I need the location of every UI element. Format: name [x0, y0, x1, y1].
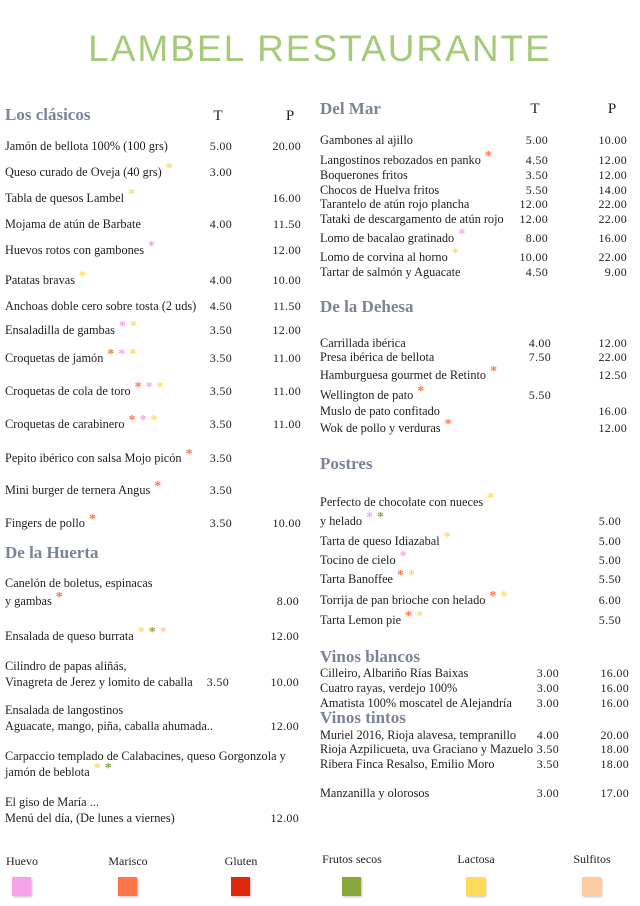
price-tapa: 4.00: [536, 728, 559, 742]
allergen-asterisk-icon-marisco: *: [397, 568, 404, 583]
price-plato: 12.00: [598, 168, 627, 182]
menu-item-line: [5, 512, 96, 532]
menu-item-name: Cuatro rayas, verdejo 100%: [320, 681, 458, 695]
menu-item-name: Vinagreta de Jerez y lomito de caballa: [5, 675, 193, 689]
allergen-asterisk-icon-lactosa: *: [137, 625, 145, 640]
menu-item-name: Anchoas doble cero sobre tosta (2 uds): [5, 299, 197, 313]
menu-item-name: Boquerones fritos: [320, 168, 408, 182]
section-title-blancos: Vinos blancos: [320, 647, 420, 666]
menu-item-line: [5, 748, 286, 764]
menu-item-line: [320, 756, 495, 772]
price-plato: 12.00: [270, 629, 299, 643]
legend-swatch-frutos: [342, 877, 361, 896]
allergen-asterisk-icon-lactosa: *: [150, 413, 158, 428]
menu-item-line: [320, 227, 466, 247]
menu-item-line: [5, 479, 162, 499]
price-tapa: 7.50: [528, 350, 551, 364]
menu-item-line: [5, 319, 137, 339]
price-tapa: 3.50: [209, 323, 232, 337]
menu-item-name: Patatas bravas: [5, 273, 75, 287]
menu-item-line: [5, 269, 86, 289]
price-plato: 22.00: [598, 250, 627, 264]
legend-swatch-marisco: [118, 877, 137, 896]
allergen-asterisk-icon-marisco: *: [484, 149, 492, 164]
price-plato: 18.00: [600, 757, 629, 771]
legend-swatch-sulfitos: [582, 877, 601, 896]
price-plato: 12.00: [598, 336, 627, 350]
price-plato: 16.00: [272, 191, 301, 205]
menu-item-name: jamón de beblota: [5, 765, 90, 779]
menu-item-line: [320, 264, 461, 280]
menu-item-name: Wok de pollo y verduras: [320, 421, 441, 435]
menu-item-name: Pepito ibérico con salsa Mojo picón: [5, 451, 182, 465]
price-plato: 16.00: [598, 231, 627, 245]
price-plato: 6.00: [598, 593, 621, 607]
allergen-asterisk-icon-marisco: *: [185, 447, 193, 462]
price-tapa: 4.50: [525, 265, 548, 279]
menu-item-name: Langostinos rebozados en panko: [320, 153, 481, 167]
allergen-asterisk-icon-marisco: *: [490, 364, 498, 379]
menu-item-name: Croquetas de jamón: [5, 351, 104, 365]
menu-item-line: [5, 658, 127, 674]
menu-item-name: Lomo de corvina al horno: [320, 250, 448, 264]
legend-label-frutos: Frutos secos: [322, 852, 382, 866]
menu-item-name: Tarta Lemon pie: [320, 613, 402, 627]
menu-item-line: [5, 590, 63, 610]
menu-item-line: [5, 187, 135, 207]
menu-item-name: Torrija de pan brioche con helado: [320, 593, 486, 607]
allergen-asterisk-icon-huevo: *: [118, 347, 126, 362]
column-header-tapa: T: [530, 101, 540, 117]
menu-item-line: [5, 216, 141, 232]
price-plato: 10.00: [272, 273, 301, 287]
menu-item-name: y gambas: [5, 594, 52, 608]
allergen-asterisk-icon-marisco: *: [107, 347, 115, 362]
menu-item-name: y helado: [320, 514, 363, 528]
allergen-asterisk-icon-huevo: *: [139, 413, 147, 428]
menu-item-name: Mojama de atún de Barbate: [5, 217, 141, 231]
price-plato: 5.50: [598, 613, 621, 627]
menu-item-line: [5, 761, 112, 781]
price-plato: 5.00: [598, 553, 621, 567]
menu-item-name: Canelón de boletus, espinacas: [5, 576, 153, 590]
price-tapa: 3.50: [525, 168, 548, 182]
price-plato: 11.50: [272, 217, 301, 231]
menu-item-line: [320, 510, 385, 530]
menu-item-name: Chocos de Huelva fritos: [320, 183, 440, 197]
menu-item-line: [320, 384, 425, 404]
menu-item-line: [5, 625, 167, 645]
menu-item-name: Ensaladilla de gambas: [5, 323, 115, 337]
price-tapa: 3.00: [536, 666, 559, 680]
menu-item-line: [320, 364, 498, 384]
legend-label-gluten: Gluten: [224, 854, 258, 868]
column-header-plato: P: [607, 101, 617, 117]
menu-item-name: Amatista 100% moscatel de Alejandría: [320, 696, 512, 710]
allergen-asterisk-icon-marisco: *: [55, 590, 63, 605]
price-tapa: 3.50: [209, 483, 232, 497]
allergen-asterisk-icon-marisco: *: [88, 512, 96, 527]
price-tapa: 4.00: [209, 273, 232, 287]
menu-item-line: [320, 530, 451, 550]
allergen-asterisk-icon-marisco: *: [128, 413, 136, 428]
menu-item-name: Tocino de cielo: [320, 553, 396, 567]
price-plato: 16.00: [598, 404, 627, 418]
menu-item-name: Tataki de descargamento de atún rojo: [320, 212, 504, 226]
price-plato: 12.00: [598, 153, 627, 167]
price-tapa: 5.50: [525, 183, 548, 197]
price-plato: 12.00: [270, 811, 299, 825]
price-plato: 12.50: [598, 368, 627, 382]
price-tapa: 3.50: [209, 516, 232, 530]
menu-item-name: Ensalada de queso burrata: [5, 629, 134, 643]
allergen-asterisk-icon-lactosa: *: [129, 347, 137, 362]
legend-label-marisco: Marisco: [108, 854, 148, 868]
menu-item-line: [5, 380, 164, 400]
menu-item-name: Huevos rotos con gambones: [5, 243, 145, 257]
menu-item-name: Ensalada de langostinos: [5, 703, 124, 717]
allergen-asterisk-icon-sulfitos: *: [159, 625, 167, 640]
menu-item-line: [320, 609, 424, 629]
menu-item-line: [320, 568, 415, 588]
allergen-asterisk-icon-marisco: *: [444, 417, 452, 432]
allergen-asterisk-icon-huevo: *: [148, 239, 156, 254]
menu-item-line: [5, 575, 153, 591]
price-tapa: 3.50: [209, 451, 232, 465]
legend-swatch-gluten: [231, 877, 250, 896]
price-tapa: 4.50: [525, 153, 548, 167]
menu-item-name: Cilleiro, Albariño Rías Baixas: [320, 666, 469, 680]
menu-item-line: [5, 413, 158, 433]
price-plato: 16.00: [600, 666, 629, 680]
menu-item-line: [320, 403, 440, 419]
price-tapa: 3.50: [206, 675, 229, 689]
price-plato: 10.00: [270, 675, 299, 689]
menu-item-name: Presa ibérica de bellota: [320, 350, 435, 364]
allergen-asterisk-icon-marisco: *: [134, 380, 142, 395]
menu-item-name: Menú del día, (De lunes a viernes): [5, 811, 175, 825]
price-plato: 9.00: [604, 265, 627, 279]
price-plato: 18.00: [600, 742, 629, 756]
menu-item-line: [320, 196, 469, 212]
menu-item-line: [320, 349, 434, 365]
price-plato: 8.00: [276, 594, 299, 608]
menu-item-line: [5, 161, 173, 181]
price-tapa: 12.00: [519, 197, 548, 211]
menu-item-line: [5, 718, 213, 734]
menu-item-line: [320, 167, 408, 183]
menu-item-name: Fingers de pollo: [5, 516, 85, 530]
price-plato: 20.00: [272, 139, 301, 153]
allergen-asterisk-icon-marisco: *: [154, 479, 162, 494]
allergen-asterisk-icon-marisco: *: [417, 384, 425, 399]
menu-item-name: Croquetas de carabinero: [5, 417, 125, 431]
menu-item-name: Tartar de salmón y Aguacate: [320, 265, 461, 279]
menu-item-line: [5, 794, 99, 810]
price-tapa: 3.00: [536, 786, 559, 800]
allergen-asterisk-icon-lactosa: *: [165, 161, 173, 176]
price-tapa: 3.50: [536, 742, 559, 756]
menu-item-line: [320, 417, 452, 437]
menu-item-name: Aguacate, mango, piña, caballa ahumada..: [5, 719, 213, 733]
price-plato: 16.00: [600, 681, 629, 695]
allergen-asterisk-icon-lactosa: *: [93, 761, 101, 776]
price-tapa: 3.00: [536, 681, 559, 695]
allergen-asterisk-icon-huevo: *: [366, 510, 374, 525]
menu-item-line: [320, 665, 468, 681]
legend-swatch-lactosa: [466, 877, 485, 896]
menu-item-line: [5, 447, 193, 467]
price-tapa: 3.50: [209, 417, 232, 431]
menu-item-line: [320, 785, 429, 801]
price-tapa: 3.50: [536, 757, 559, 771]
menu-item-line: [5, 810, 175, 826]
menu-item-line: [5, 702, 123, 718]
price-tapa: 4.00: [209, 217, 232, 231]
column-header-plato: P: [285, 108, 295, 124]
menu-item-line: [320, 211, 504, 227]
price-plato: 11.00: [272, 351, 301, 365]
section-title-mar: Del Mar: [320, 99, 381, 118]
menu-item-name: Tarta Banoffee: [320, 572, 393, 586]
menu-item-name: Jamón de bellota 100% (100 grs): [5, 139, 168, 153]
allergen-asterisk-icon-marisco: *: [489, 589, 497, 604]
price-plato: 16.00: [600, 696, 629, 710]
price-plato: 12.00: [270, 719, 299, 733]
restaurant-title: LAMBEL RESTAURANTE: [88, 28, 552, 69]
price-tapa: 5.50: [528, 388, 551, 402]
price-plato: 22.00: [598, 350, 627, 364]
menu-item-name: Ribera Finca Resalso, Emilio Moro: [320, 757, 495, 771]
legend-label-sulfitos: Sulfitos: [573, 852, 611, 866]
price-plato: 10.00: [598, 133, 627, 147]
menu-item-name: Carrillada ibérica: [320, 336, 406, 350]
section-title-huerta: De la Huerta: [5, 543, 99, 562]
price-plato: 14.00: [598, 183, 627, 197]
menu-item-name: Manzanilla y olorosos: [320, 786, 430, 800]
menu-item-name: Tabla de quesos Lambel: [5, 191, 124, 205]
price-plato: 17.00: [600, 786, 629, 800]
price-plato: 12.00: [598, 421, 627, 435]
section-title-clasicos: Los clásicos: [5, 105, 91, 124]
price-tapa: 4.50: [209, 299, 232, 313]
allergen-asterisk-icon-lactosa: *: [129, 319, 137, 334]
legend-label-lactosa: Lactosa: [457, 852, 495, 866]
price-plato: 11.00: [272, 384, 301, 398]
price-tapa: 4.00: [528, 336, 551, 350]
allergen-asterisk-icon-huevo: *: [458, 227, 466, 242]
price-plato: 20.00: [600, 728, 629, 742]
menu-item-name: Carpaccio templado de Calabacines, queso Gorgonzola y: [5, 749, 286, 763]
allergen-asterisk-icon-lactosa: *: [443, 530, 451, 545]
legend-swatch-huevo: [12, 877, 31, 896]
menu-item-line: [320, 589, 508, 609]
menu-item-line: [320, 549, 407, 569]
allergen-asterisk-icon-lactosa: *: [79, 269, 86, 284]
price-plato: 5.00: [598, 514, 621, 528]
menu-item-name: Hamburguesa gourmet de Retinto: [320, 368, 487, 382]
price-plato: 22.00: [598, 212, 627, 226]
menu-item-line: [320, 132, 413, 148]
menu-item-name: Rioja Azpilicueta, uva Graciano y Mazuelo: [320, 742, 534, 756]
allergen-asterisk-icon-lactosa: *: [500, 589, 508, 604]
menu-item-line: [5, 674, 193, 690]
menu-item-line: [320, 680, 457, 696]
menu-item-line: [5, 347, 137, 367]
price-plato: 11.00: [272, 417, 301, 431]
menu-item-line: [5, 138, 168, 154]
price-tapa: 3.00: [536, 696, 559, 710]
menu-item-line: [320, 491, 495, 511]
allergen-asterisk-icon-frutos: *: [104, 761, 112, 776]
menu-item-name: Gambones al ajillo: [320, 133, 413, 147]
allergen-asterisk-icon-marisco: *: [405, 609, 413, 624]
menu-item-name: Tarantelo de atún rojo plancha: [320, 197, 470, 211]
section-title-tintos: Vinos tintos: [320, 708, 406, 727]
menu-item-name: Wellington de pato: [320, 388, 414, 402]
section-title-postres: Postres: [320, 454, 373, 473]
menu-item-name: Queso curado de Oveja (40 grs): [5, 165, 162, 179]
price-tapa: 8.00: [525, 231, 548, 245]
menu-item-name: Tarta de queso Idiazabal: [320, 534, 440, 548]
price-tapa: 10.00: [519, 250, 548, 264]
allergen-asterisk-icon-lactosa: *: [416, 609, 424, 624]
price-plato: 5.00: [598, 534, 621, 548]
price-tapa: 5.00: [209, 139, 232, 153]
menu-item-name: Perfecto de chocolate con nueces: [320, 495, 484, 509]
section-title-dehesa: De la Dehesa: [320, 297, 414, 316]
price-tapa: 3.00: [209, 165, 232, 179]
allergen-asterisk-icon-lactosa: *: [128, 187, 135, 202]
price-tapa: 3.50: [209, 351, 232, 365]
menu-item-name: Muriel 2016, Rioja alavesa, tempranillo: [320, 728, 517, 742]
menu-item-name: Cilindro de papas aliñás,: [5, 659, 127, 673]
allergen-asterisk-icon-frutos: *: [377, 510, 385, 525]
menu-item-name: El giso de María ...: [5, 795, 99, 809]
menu-item-name: Lomo de bacalao gratinado: [320, 231, 455, 245]
allergen-asterisk-icon-huevo: *: [118, 319, 126, 334]
price-plato: 11.50: [272, 299, 301, 313]
menu-item-line: [5, 239, 156, 259]
menu-item-name: Croquetas de cola de toro: [5, 384, 131, 398]
allergen-asterisk-icon-huevo: *: [399, 549, 407, 564]
legend-label-huevo: Huevo: [6, 854, 38, 868]
price-plato: 10.00: [272, 516, 301, 530]
price-tapa: 3.50: [209, 384, 232, 398]
price-plato: 5.50: [598, 572, 621, 586]
allergen-asterisk-icon-frutos: *: [148, 625, 156, 640]
menu-item-name: Muslo de pato confitado: [320, 404, 440, 418]
price-tapa: 5.00: [525, 133, 548, 147]
price-plato: 22.00: [598, 197, 627, 211]
allergen-asterisk-icon-lactosa: *: [451, 246, 459, 261]
allergen-asterisk-icon-lactosa: *: [487, 491, 495, 506]
allergen-asterisk-icon-lactosa: *: [408, 568, 415, 583]
menu-item-line: [5, 298, 196, 314]
allergen-asterisk-icon-huevo: *: [145, 380, 153, 395]
price-tapa: 12.00: [519, 212, 548, 226]
price-plato: 12.00: [272, 323, 301, 337]
allergen-asterisk-icon-lactosa: *: [156, 380, 164, 395]
price-plato: 12.00: [272, 243, 301, 257]
menu-item-name: Mini burger de ternera Angus: [5, 483, 151, 497]
column-header-tapa: T: [213, 108, 223, 124]
